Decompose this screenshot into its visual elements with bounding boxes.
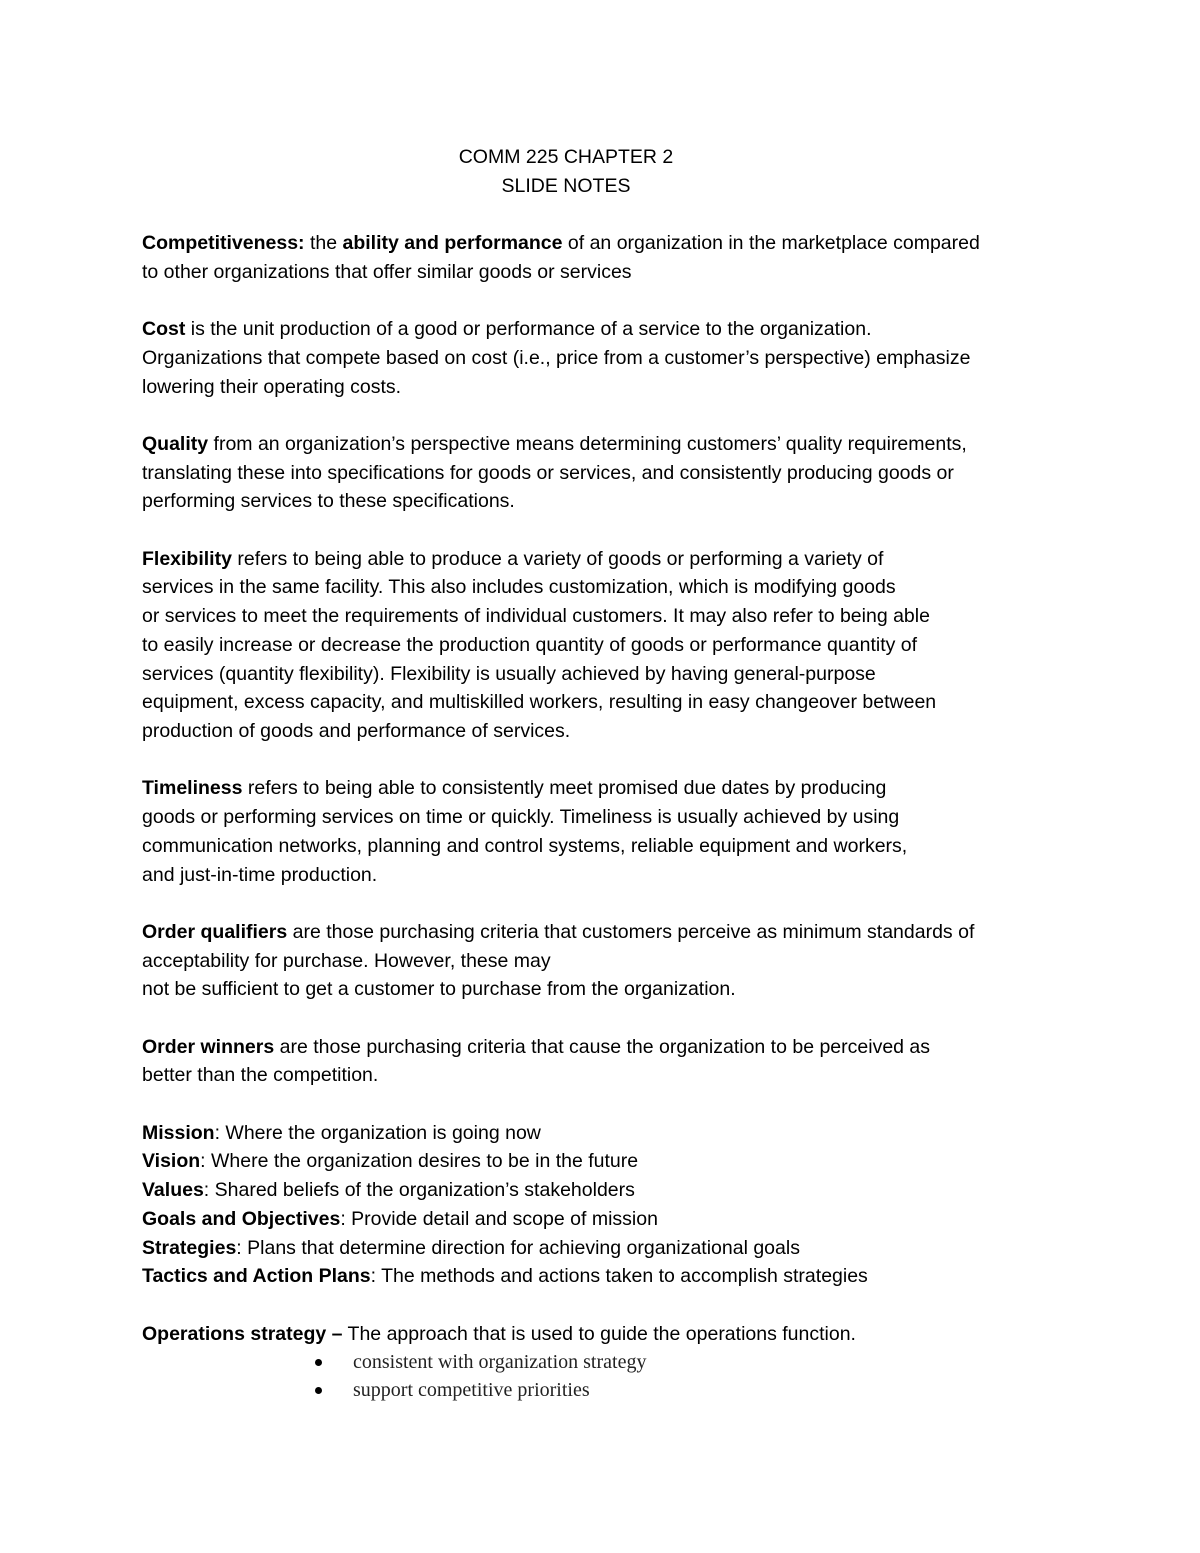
definition-text: : The methods and actions taken to accomplish strategies xyxy=(370,1265,868,1288)
flexibility-text: services (quantity flexibility). Flexibility is usually achieved by having general-purpose xyxy=(142,662,876,685)
bullet-dot-icon xyxy=(315,1387,322,1394)
order-winners-text: are those purchasing criteria that cause the organization to be perceived as xyxy=(274,1035,931,1058)
competitiveness-text: of an organization in the marketplace compared xyxy=(562,232,980,255)
definitions-list xyxy=(142,1119,1072,1291)
document-subtitle: SLIDE NOTES xyxy=(501,174,631,197)
definition-term: Tactics and Action Plans xyxy=(142,1265,371,1288)
cost-text: is the unit production of a good or performance of a service to the organization. xyxy=(185,318,872,341)
timeliness-text: refers to being able to consistently meet promised due dates by producing xyxy=(242,777,887,800)
bullet-dot-icon xyxy=(315,1359,322,1366)
timeliness-text: communication networks, planning and control systems, reliable equipment and workers, xyxy=(142,834,908,857)
timeliness-text: goods or performing services on time or quickly. Timeliness is usually achieved by using xyxy=(142,806,900,829)
bullet-text: support competitive priorities xyxy=(353,1379,590,1402)
document-title: COMM 225 CHAPTER 2 xyxy=(458,146,674,168)
cost-text: Organizations that compete based on cost (i.e., price from a customer’s perspective) emphasize xyxy=(142,346,971,369)
definition-item xyxy=(142,1119,1072,1148)
definition-item xyxy=(142,1205,1072,1234)
quality-text: from an organization’s perspective means determining customers’ quality requirements, xyxy=(208,432,967,455)
timeliness-term: Timeliness xyxy=(142,777,243,800)
operations-strategy-paragraph xyxy=(142,1320,1072,1349)
definition-text: : Provide detail and scope of mission xyxy=(340,1207,658,1230)
order-qualifiers-text: acceptability for purchase. However, these may xyxy=(142,949,551,972)
cost-term: Cost xyxy=(142,318,186,341)
order-winners-paragraph xyxy=(142,1033,1072,1090)
bullet-item xyxy=(315,1376,1072,1404)
quality-term: Quality xyxy=(142,432,209,455)
order-winners-term: Order winners xyxy=(142,1035,275,1058)
flexibility-text: production of goods and performance of services. xyxy=(142,720,571,742)
definition-text: : Where the organization is going now xyxy=(214,1121,541,1144)
flexibility-paragraph xyxy=(142,545,1072,746)
quality-paragraph xyxy=(142,430,1072,516)
competitiveness-text: to other organizations that offer similar goods or services xyxy=(142,260,632,283)
definition-item xyxy=(142,1234,1072,1263)
operations-strategy-text: The approach that is used to guide the operations function. xyxy=(342,1322,856,1345)
order-qualifiers-paragraph xyxy=(142,918,1072,1004)
definition-term: Vision xyxy=(142,1150,201,1173)
definition-term: Strategies xyxy=(142,1236,237,1259)
bullet-text: consistent with organization strategy xyxy=(353,1351,647,1374)
document-body xyxy=(142,143,1072,1404)
operations-strategy-term: Operations strategy – xyxy=(142,1322,343,1345)
flexibility-text: or services to meet the requirements of individual customers. It may also refer to being able xyxy=(142,605,930,628)
competitiveness-paragraph xyxy=(142,229,1072,286)
flexibility-text: to easily increase or decrease the production quantity of goods or performance quantity of xyxy=(142,633,918,656)
definition-term: Mission xyxy=(142,1121,215,1144)
definition-text: : Plans that determine direction for achieving organizational goals xyxy=(236,1236,800,1259)
definition-item xyxy=(142,1262,1072,1291)
definition-text: : Shared beliefs of the organization’s stakeholders xyxy=(203,1179,635,1202)
definition-item xyxy=(142,1147,1072,1176)
competitiveness-term: Competitiveness: xyxy=(142,232,305,255)
order-qualifiers-text: are those purchasing criteria that customers perceive as minimum standards of xyxy=(287,920,975,943)
operations-strategy-bullets xyxy=(142,1348,1072,1404)
cost-text: lowering their operating costs. xyxy=(142,375,402,398)
timeliness-paragraph xyxy=(142,774,1072,889)
competitiveness-text: the xyxy=(304,232,343,255)
flexibility-text: services in the same facility. This also includes customization, which is modifying goods xyxy=(142,576,896,599)
definition-term: Values xyxy=(142,1179,204,1202)
competitiveness-bold-phrase: ability and performance xyxy=(342,232,563,255)
quality-text: performing services to these specifications. xyxy=(142,490,515,513)
order-winners-text: better than the competition. xyxy=(142,1064,379,1087)
order-qualifiers-text: not be sufficient to get a customer to purchase from the organization. xyxy=(142,978,736,1001)
definition-term: Goals and Objectives xyxy=(142,1207,341,1230)
quality-text: translating these into specifications for goods or services, and consistently producing goods or xyxy=(142,461,954,484)
flexibility-term: Flexibility xyxy=(142,547,232,570)
cost-paragraph xyxy=(142,315,1072,401)
timeliness-text: and just-in-time production. xyxy=(142,863,378,886)
definition-text: : Where the organization desires to be in the future xyxy=(200,1150,639,1173)
flexibility-text: refers to being able to produce a variety of goods or performing a variety of xyxy=(231,547,884,570)
flexibility-text: equipment, excess capacity, and multiskilled workers, resulting in easy changeover between xyxy=(142,691,937,714)
bullet-item xyxy=(315,1348,1072,1376)
definition-item xyxy=(142,1176,1072,1205)
order-qualifiers-term: Order qualifiers xyxy=(142,920,288,943)
